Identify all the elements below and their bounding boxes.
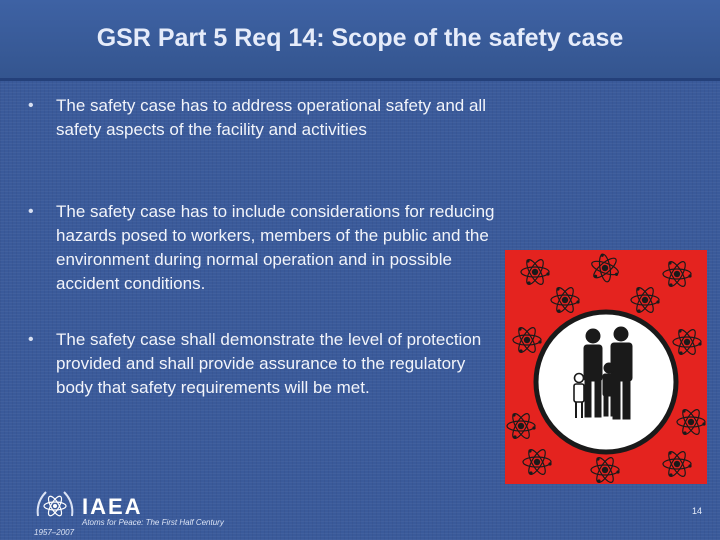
bullet-text: The safety case has to include considerations for reducing hazards posed to workers, members of the public and the environment during normal operation and in possible accident conditions. bbox=[56, 202, 495, 293]
iaea-years: 1957–2007 bbox=[34, 528, 75, 537]
atom-icon bbox=[507, 411, 536, 440]
bullet-item bbox=[28, 94, 498, 142]
atom-icon bbox=[631, 285, 660, 314]
atom-icon bbox=[521, 257, 550, 286]
atom-icon bbox=[591, 455, 620, 484]
bullet-dot-icon: • bbox=[28, 97, 34, 114]
iaea-emblem-icon bbox=[32, 486, 78, 530]
atom-icon bbox=[513, 325, 542, 354]
page-number: 14 bbox=[691, 506, 702, 516]
bullet-item bbox=[28, 200, 498, 296]
atom-icon bbox=[663, 259, 692, 288]
atom-icon bbox=[677, 407, 706, 436]
atom-icon bbox=[673, 327, 702, 356]
slide-title: GSR Part 5 Req 14: Scope of the safety case bbox=[96, 24, 624, 52]
bullet-item bbox=[28, 328, 498, 400]
atom-icon bbox=[587, 250, 624, 287]
bullet-text: The safety case has to address operational safety and all safety aspects of the facility and activities bbox=[56, 96, 486, 139]
bullet-text: The safety case shall demonstrate the level of protection provided and shall provide assurance to the regulatory body that safety requirements will be met. bbox=[56, 330, 482, 397]
iaea-tagline: Atoms for Peace: The First Half Century bbox=[82, 518, 224, 527]
title-bar bbox=[0, 0, 720, 81]
poster-graphic bbox=[505, 250, 707, 484]
atom-icon bbox=[663, 449, 692, 478]
bullet-dot-icon: • bbox=[28, 203, 34, 220]
atom-icon bbox=[551, 285, 580, 314]
atom-family-poster bbox=[505, 250, 707, 484]
bullet-dot-icon: • bbox=[28, 331, 34, 348]
iaea-wordmark: IAEA bbox=[82, 494, 143, 519]
atom-icon bbox=[523, 447, 552, 476]
iaea-logo bbox=[30, 484, 230, 536]
